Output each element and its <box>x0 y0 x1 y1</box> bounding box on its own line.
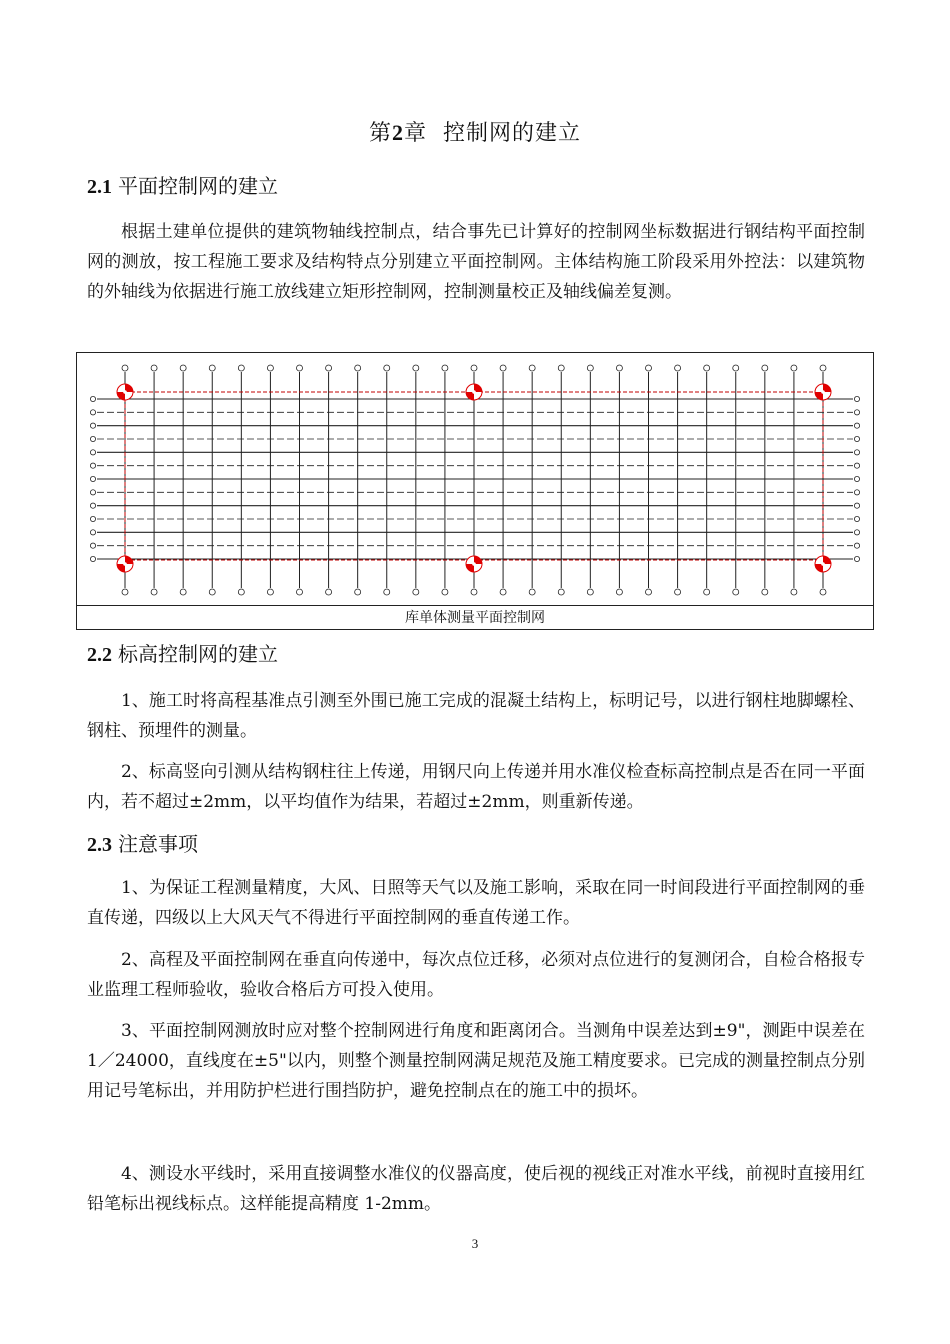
section-number: 2.1 <box>87 176 112 198</box>
axis-bubble <box>854 410 859 415</box>
page-number: 3 <box>471 1236 479 1251</box>
axis-bubble <box>558 589 564 595</box>
axis-bubble <box>854 436 859 441</box>
chapter-suffix: 章 <box>403 121 427 146</box>
axis-bubble <box>151 589 157 595</box>
target-center <box>472 562 476 566</box>
section-title: 标高控制网的建立 <box>118 642 278 666</box>
axis-bubble <box>90 463 95 468</box>
paragraph: 3、平面控制网测放时应对整个控制网进行角度和距离闭合。当测角中误差达到±9"，测距中误差在 1／24000，直线度在±5"以内，则整个测量控制网满足规范及施工精度要求。已完成的测量控制点分别用记号笔标出，并用防护栏进行围挡防护，避免控制点在的施工中的损坏。 <box>87 1021 865 1101</box>
chapter-name: 控制网的建立 <box>443 121 582 146</box>
paragraph: 4、测设水平线时，采用直接调整水准仪的仪器高度，使后视的视线正对准水平线，前视时直接用红铅笔标出视线标点。这样能提高精度 1-2mm。 <box>87 1164 865 1214</box>
paragraph: 1、为保证工程测量精度，大风、日照等天气以及施工影响，采取在同一时间段进行平面控制网的垂直传递，四级以上大风天气不得进行平面控制网的垂直传递工作。 <box>87 878 865 928</box>
axis-bubble <box>704 589 710 595</box>
section-number: 2.2 <box>87 644 112 666</box>
section-number: 2.3 <box>87 834 112 856</box>
axis-bubble <box>90 396 95 401</box>
section-title: 平面控制网的建立 <box>118 174 278 198</box>
chapter-title <box>0 116 950 147</box>
control-network-diagram <box>77 353 873 605</box>
axis-bubble <box>90 436 95 441</box>
axis-bubble <box>90 410 95 415</box>
axis-bubble <box>587 589 593 595</box>
target-center <box>123 390 127 394</box>
paragraph: 根据土建单位提供的建筑物轴线控制点，结合事先已计算好的控制网坐标数据进行钢结构平面控制网的测放，按工程施工要求及结构特点分别建立平面控制网。主体结构施工阶段采用外控法：以建筑物的外轴线为依据进行施工放线建立矩形控制网，控制测量校正及轴线偏差复测。 <box>87 222 865 302</box>
control-network-figure <box>76 352 874 630</box>
axis-bubble <box>854 556 859 561</box>
axis-bubble <box>762 365 768 371</box>
axis-bubble <box>733 365 739 371</box>
axis-bubble <box>122 589 128 595</box>
axis-bubble <box>238 589 244 595</box>
axis-bubble <box>180 365 186 371</box>
axis-bubble <box>90 516 95 521</box>
section-heading-2-1 <box>87 170 278 199</box>
axis-bubble <box>529 365 535 371</box>
axis-bubble <box>854 516 859 521</box>
section-heading-2-2 <box>87 638 278 667</box>
axis-bubble <box>442 365 448 371</box>
axis-bubble <box>854 450 859 455</box>
axis-bubble <box>180 589 186 595</box>
axis-bubble <box>529 589 535 595</box>
section-heading-2-3 <box>87 828 198 857</box>
axis-bubble <box>90 423 95 428</box>
axis-bubble <box>413 589 419 595</box>
axis-bubble <box>500 589 506 595</box>
axis-bubble <box>854 396 859 401</box>
axis-bubble <box>558 365 564 371</box>
axis-bubble <box>733 589 739 595</box>
axis-bubble <box>90 556 95 561</box>
axis-bubble <box>326 589 332 595</box>
axis-bubble <box>122 365 128 371</box>
axis-bubble <box>704 365 710 371</box>
axis-bubble <box>238 365 244 371</box>
figure-caption: 库单体测量平面控制网 <box>77 605 873 630</box>
axis-bubble <box>90 530 95 535</box>
paragraph: 2、高程及平面控制网在垂直向传递中，每次点位迁移，必须对点位进行的复测闭合，自检合格报专业监理工程师验收，验收合格后方可投入使用。 <box>87 950 865 1000</box>
axis-bubble <box>675 589 681 595</box>
axis-bubble <box>616 589 622 595</box>
axis-bubble <box>500 365 506 371</box>
axis-bubble <box>854 503 859 508</box>
target-center <box>821 390 825 394</box>
axis-bubble <box>384 589 390 595</box>
axis-bubble <box>820 365 826 371</box>
axis-bubble <box>471 589 477 595</box>
paragraph: 2、标高竖向引测从结构钢柱往上传递，用钢尺向上传递并用水准仪检查标高控制点是否在同一平面内，若不超过±2mm，以平均值作为结果，若超过±2mm，则重新传递。 <box>87 762 865 812</box>
target-center <box>123 562 127 566</box>
axis-bubble <box>854 423 859 428</box>
axis-bubble <box>587 365 593 371</box>
axis-bubble <box>791 589 797 595</box>
axis-bubble <box>646 365 652 371</box>
axis-bubble <box>267 365 273 371</box>
axis-bubble <box>442 589 448 595</box>
axis-bubble <box>854 476 859 481</box>
chapter-prefix: 第 <box>368 121 392 146</box>
axis-bubble <box>326 365 332 371</box>
axis-bubble <box>90 503 95 508</box>
axis-bubble <box>413 365 419 371</box>
axis-bubble <box>820 589 826 595</box>
target-center <box>472 390 476 394</box>
axis-bubble <box>355 365 361 371</box>
axis-bubble <box>854 543 859 548</box>
axis-bubble <box>297 365 303 371</box>
axis-bubble <box>471 365 477 371</box>
axis-bubble <box>151 365 157 371</box>
axis-bubble <box>675 365 681 371</box>
axis-bubble <box>791 365 797 371</box>
paragraph: 1、施工时将高程基准点引测至外围已施工完成的混凝土结构上，标明记号，以进行钢柱地脚螺栓、钢柱、预埋件的测量。 <box>87 691 865 741</box>
axis-bubble <box>355 589 361 595</box>
axis-bubble <box>646 589 652 595</box>
axis-bubble <box>297 589 303 595</box>
axis-bubble <box>90 450 95 455</box>
axis-bubble <box>90 543 95 548</box>
axis-bubble <box>854 463 859 468</box>
axis-bubble <box>267 589 273 595</box>
axis-bubble <box>854 530 859 535</box>
axis-bubble <box>384 365 390 371</box>
axis-bubble <box>854 490 859 495</box>
axis-bubble <box>209 589 215 595</box>
target-center <box>821 562 825 566</box>
axis-bubble <box>616 365 622 371</box>
axis-bubble <box>209 365 215 371</box>
axis-bubble <box>762 589 768 595</box>
chapter-number: 2 <box>391 120 404 145</box>
section-title: 注意事项 <box>118 832 198 856</box>
axis-bubble <box>90 490 95 495</box>
axis-bubble <box>90 476 95 481</box>
